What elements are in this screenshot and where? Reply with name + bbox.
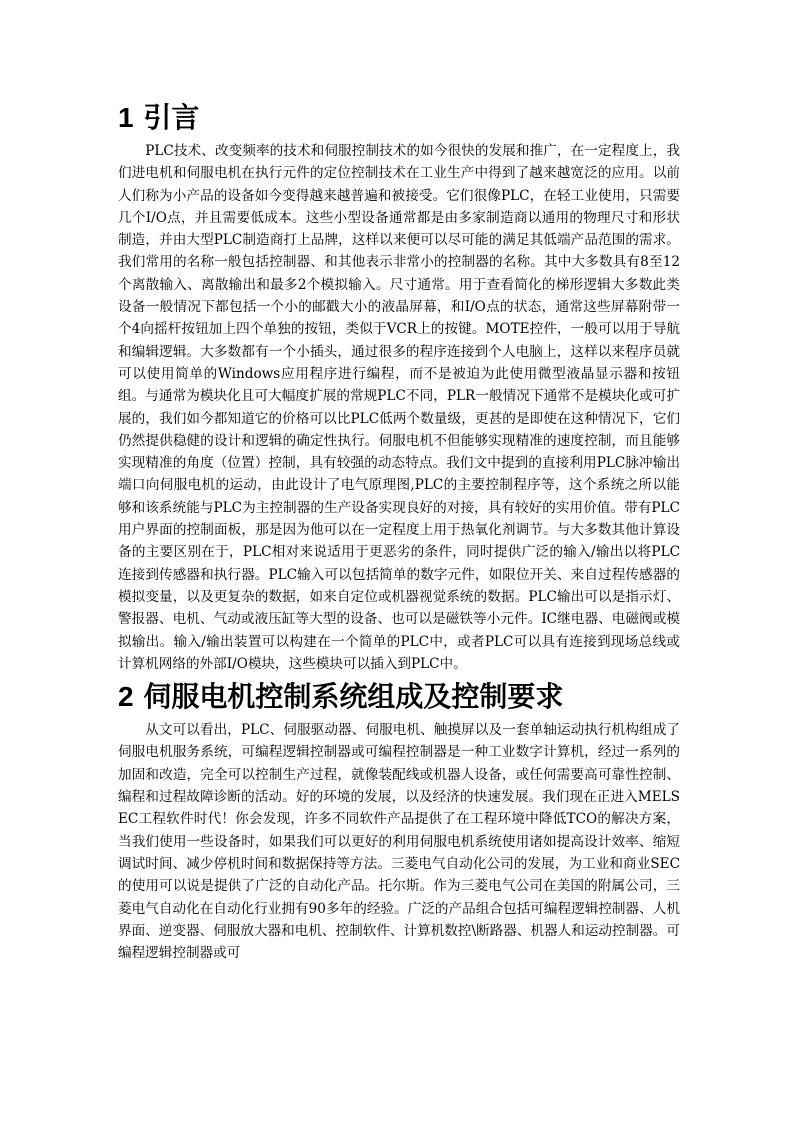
section-1-number: 1 <box>118 102 134 133</box>
section-1-title: 引言 <box>143 101 200 134</box>
section-1-heading <box>118 96 680 140</box>
section-1-paragraph: PLC技术、改变频率的技术和伺服控制技术的如今很快的发展和推广，在一定程度上，我们进电机和伺服电机在执行元件的定位控制技术在工业生产中得到了越来越宽泛的应用。以前人们称为小产品的设备如今变得越来越普遍和被接受。它们很像PLC，在轻工业使用，只需要几个I/O点，并且需要低成本。这些小型设备通常都是由多家制造商以通用的物理尺寸和形状制造，并由大型PLC制造商打上品牌，这样以来便可以尽可能的满足其低端产品范围的需求。我们常用的名称一般包括控制器、和其他表示非常小的控制器的名称。其中大多数具有8至12个离散输入、离散输出和最多2个模拟输入。尺寸通常。用于查看简化的梯形逻辑大多数此类设备一般情况下都包括一个小的邮戳大小的液晶屏幕，和I/O点的状态，通常这些屏幕附带一个4向摇杆按钮加上四个单独的按钮，类似于VCR上的按键。MOTE控件，一般可以用于导航和编辑逻辑。大多数都有一个小插头，通过很多的程序连接到个人电脑上，这样以来程序员就可以使用简单的Windows应用程序进行编程，而不是被迫为此使用微型液晶显示器和按钮组。与通常为模块化且可大幅度扩展的常规PLC不同，PLR一般情况下通常不是模块化或可扩展的，我们如今都知道它的价格可以比PLC低两个数量级，更甚的是即使在这种情况下，它们仍然提供稳健的设计和逻辑的确定性执行。伺服电机不但能够实现精准的速度控制，而且能够实现精准的角度（位置）控制，具有较强的动态特点。我们文中提到的直接利用PLC脉冲输出端口向伺服电机的运动，由此设计了电气原理图,PLC的主要控制程序等，这个系统之所以能够和该系统能与PLC为主控制器的生产设备实现良好的对接，具有较好的实用价值。带有PLC用户界面的控制面板，那是因为他可以在一定程度上用于热氧化剂调节。与大多数其他计算设备的主要区别在于，PLC相对来说适用于更恶劣的条件，同时提供广泛的输入/输出以将PLC连接到传感器和执行器。PLC输入可以包括简单的数字元件，如限位开关、来自过程传感器的模拟变量，以及更复杂的数据，如来自定位或机器视觉系统的数据。PLC输出可以是指示灯、警报器、电机、气动或液压缸等大型的设备、也可以是磁铁等小元件。IC继电器、电磁阀或模拟输出。输入/输出装置可以构建在一个简单的PLC中，或者PLC可以具有连接到现场总线或计算机网络的外部I/O模块，这些模块可以插入到PLC中。 <box>118 143 680 672</box>
section-2-heading <box>118 675 680 719</box>
section-2-paragraph: 从文可以看出，PLC、伺服驱动器、伺服电机、触摸屏以及一套单轴运动执行机构组成了伺服电机服务系统，可编程逻辑控制器或可编程控制器是一种工业数字计算机，经过一系列的加固和改造，完全可以控制生产过程，就像装配线或机器人设备，或任何需要高可靠性控制、编程和过程故障诊断的活动。好的环境的发展，以及经济的快速发展。我们现在正进入MELSEC工程软件时代！你会发现，许多不同软件产品提供了在工程环境中降低TCO的解决方案，当我们使用一些设备时，如果我们可以更好的利用伺服电机系统使用诸如提高设计效率、缩短调试时间、减少停机时间和数据保持等方法。三菱电气自动化公司的发展，为工业和商业SEC的使用可以说是提供了广泛的自动化产品。托尔斯。作为三菱电气公司在美国的附属公司，三菱电气自动化在自动化行业拥有90多年的经验。广泛的产品组合包括可编程逻辑控制器、人机界面、逆变器、伺服放大器和电机、控制软件、计算机数控\断路器、机器人和运动控制器。可编程逻辑控制器或可 <box>118 722 680 962</box>
document-body <box>118 96 680 964</box>
section-2-number: 2 <box>118 681 134 713</box>
section-2-title: 伺服电机控制系统组成及控制要求 <box>143 680 564 714</box>
